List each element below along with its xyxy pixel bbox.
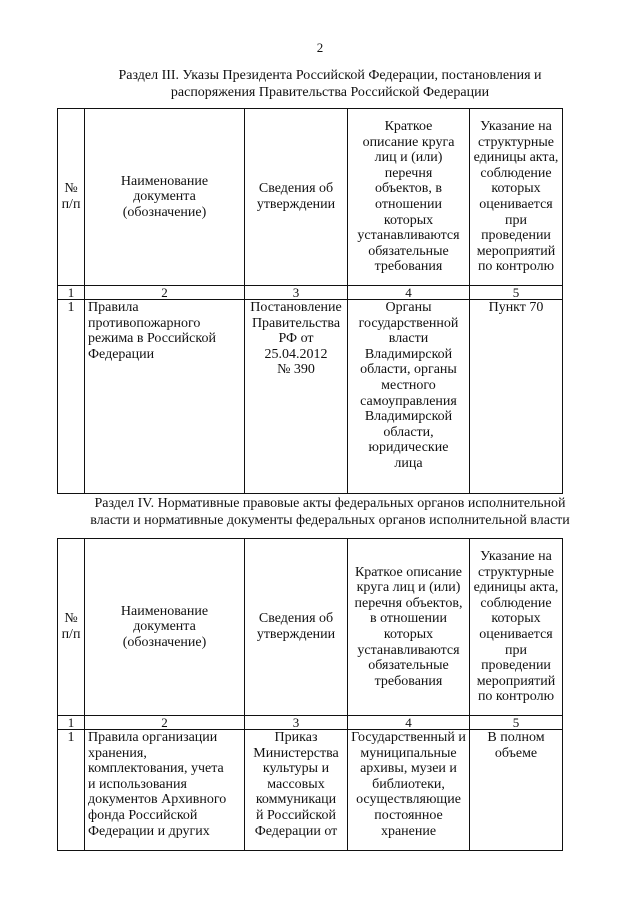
column-number-row: [58, 286, 563, 300]
section-4-table: [57, 538, 563, 851]
column-number: 1: [58, 286, 85, 300]
table-row: [58, 730, 563, 851]
column-number-row: [58, 716, 563, 730]
section-4-title: [50, 495, 610, 529]
cell-name: Правила противопожарного режима в Российской Федерации: [85, 300, 245, 494]
header-num: № п/п: [58, 539, 85, 716]
cell-description: Органы государственной власти Владимирской области, органы местного самоуправления Владимирской области, юридические лица: [348, 300, 470, 494]
column-number: 4: [348, 716, 470, 730]
cell-num: 1: [58, 300, 85, 494]
header-structural-units: Указание на структурные единицы акта, соблюдение которых оценивается при проведении мероприятий по контролю: [470, 109, 563, 286]
section-3-title-line-2: распоряжения Правительства Российской Федерации: [170, 85, 490, 100]
page-number: 2: [316, 40, 324, 55]
section-3-table: [57, 108, 563, 494]
column-number: 2: [85, 716, 245, 730]
table-header-row: [58, 109, 563, 286]
cell-approval: Приказ Министерства культуры и массовых коммуникаци й Российской Федерации от: [245, 730, 348, 851]
cell-approval: Постановление Правительства РФ от 25.04.2012 № 390: [245, 300, 348, 494]
section-4-title-line-2: власти и нормативные документы федеральных органов исполнительной власти: [90, 513, 570, 528]
cell-description: Государственный и муниципальные архивы, музеи и библиотеки, осуществляющие постоянное хранение: [348, 730, 470, 851]
header-approval: Сведения об утверждении: [245, 539, 348, 716]
column-number: 3: [245, 716, 348, 730]
column-number: 4: [348, 286, 470, 300]
cell-structural-units: Пункт 70: [470, 300, 563, 494]
table-header-row: [58, 539, 563, 716]
section-3-title-line-1: Раздел III. Указы Президента Российской Федерации, постановления и: [118, 68, 542, 83]
header-name: Наименование документа (обозначение): [85, 109, 245, 286]
cell-num: 1: [58, 730, 85, 851]
cell-structural-units: В полном объеме: [470, 730, 563, 851]
column-number: 5: [470, 716, 563, 730]
header-num: № п/п: [58, 109, 85, 286]
cell-name: Правила организации хранения, комплектования, учета и использования документов Архивного фонда Российской Федерации и других: [85, 730, 245, 851]
header-description: Краткое описание круга лиц и (или) перечня объектов, в отношении которых устанавливаются обязательные требования: [348, 539, 470, 716]
section-4-title-line-1: Раздел IV. Нормативные правовые акты федеральных органов исполнительной: [94, 496, 566, 511]
table-row: [58, 300, 563, 494]
header-description: Краткое описание круга лиц и (или) перечня объектов, в отношении которых устанавливаются обязательные требования: [348, 109, 470, 286]
column-number: 3: [245, 286, 348, 300]
column-number: 2: [85, 286, 245, 300]
header-approval: Сведения об утверждении: [245, 109, 348, 286]
column-number: 1: [58, 716, 85, 730]
section-3-title: [50, 67, 610, 101]
header-structural-units: Указание на структурные единицы акта, соблюдение которых оценивается при проведении мероприятий по контролю: [470, 539, 563, 716]
column-number: 5: [470, 286, 563, 300]
header-name: Наименование документа (обозначение): [85, 539, 245, 716]
